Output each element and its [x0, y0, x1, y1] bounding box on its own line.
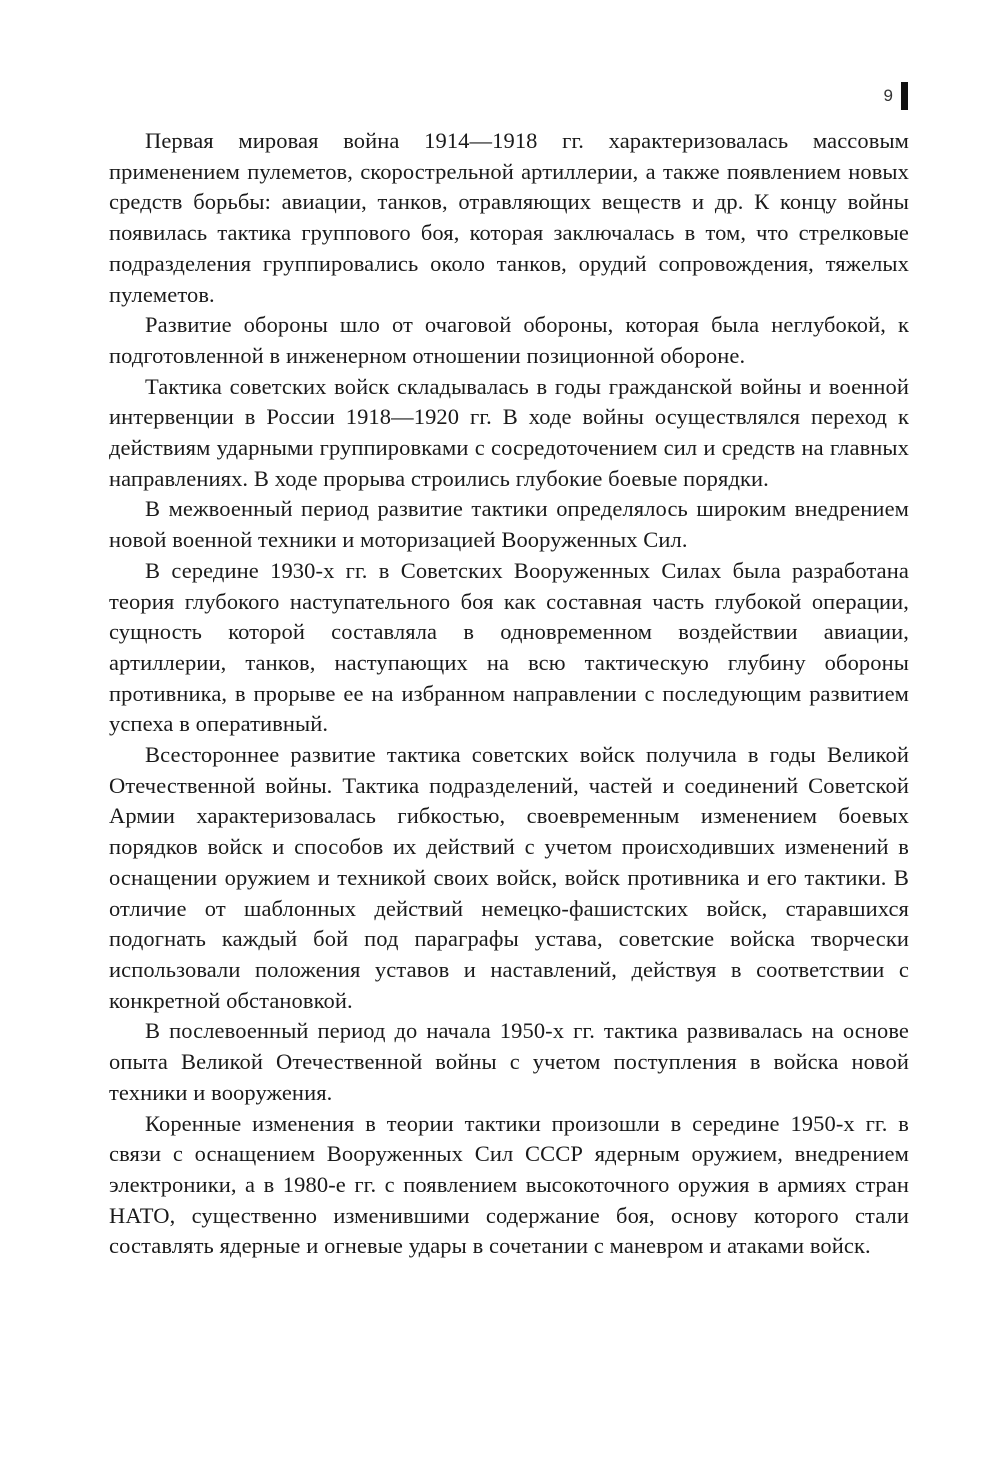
- page-number: 9: [883, 86, 893, 105]
- page-marker-bar: [901, 82, 908, 110]
- paragraph: Тактика советских войск складывалась в годы гражданской войны и военной интервенции в России 1918—1920 гг. В ходе войны осуществлялся переход к действиям ударными группировками с сосредоточением сил и средств на главных направлениях. В ходе прорыва строились глубокие боевые порядки.: [109, 373, 909, 491]
- paragraph: В середине 1930-х гг. в Советских Вооруженных Силах была разработана теория глубокого наступательного боя как составная часть глубокой операции, сущность которой составляла в одновременном воздействии авиации, артиллерии, танков, наступающих на всю тактическую глубину обороны противника, в прорыве ее на избранном направлении с последующим развитием успеха в оперативный.: [109, 557, 909, 737]
- paragraph: Всестороннее развитие тактика советских войск получила в годы Великой Отечественной войны. Тактика подразделений, частей и соединений Советской Армии характеризовалась гибкостью, своевременным изменением боевых порядков войск и способов их действий с учетом происходивших изменений в оснащении оружием и техникой своих войск, войск противника и его тактики. В отличие от шаблонных действий немецко-фашистских войск, старавшихся подогнать каждый бой под параграфы устава, советские войска творчески использовали положения уставов и наставлений, действуя в соответствии с конкретной обстановкой.: [109, 742, 909, 1013]
- paragraph: В межвоенный период развитие тактики определялось широким внедрением новой военной техники и моторизацией Вооруженных Сил.: [109, 496, 909, 553]
- paragraph: Первая мировая война 1914—1918 гг. характеризовалась массовым применением пулеметов, скорострельной артиллерии, а также появлением новых средств борьбы: авиации, танков, отравляющих веществ и др. К концу войны появилась тактика группового боя, которая заключалась в том, что стрелковые подразделения группировались около танков, орудий сопровождения, тяжелых пулеметов.: [109, 128, 909, 307]
- paragraph: Коренные изменения в теории тактики произошли в середине 1950-х гг. в связи с оснащением Вооруженных Сил СССР ядерным оружием, внедрением электроники, а в 1980-е гг. с появлением высокоточного оружия в армиях стран НАТО, существенно изменившими содержание боя, основу которого стали составлять ядерные и огневые удары в сочетании с маневром и атаками войск.: [109, 1110, 909, 1259]
- paragraph: В послевоенный период до начала 1950-х гг. тактика развивалась на основе опыта Великой Отечественной войны с учетом поступления в войска новой техники и вооружения.: [109, 1018, 909, 1105]
- page-header: [884, 82, 908, 110]
- text-body: [109, 126, 909, 1262]
- paragraph: Развитие обороны шло от очаговой обороны, которая была неглубокой, к подготовленной в инженерном отношении позиционной обороне.: [109, 312, 909, 368]
